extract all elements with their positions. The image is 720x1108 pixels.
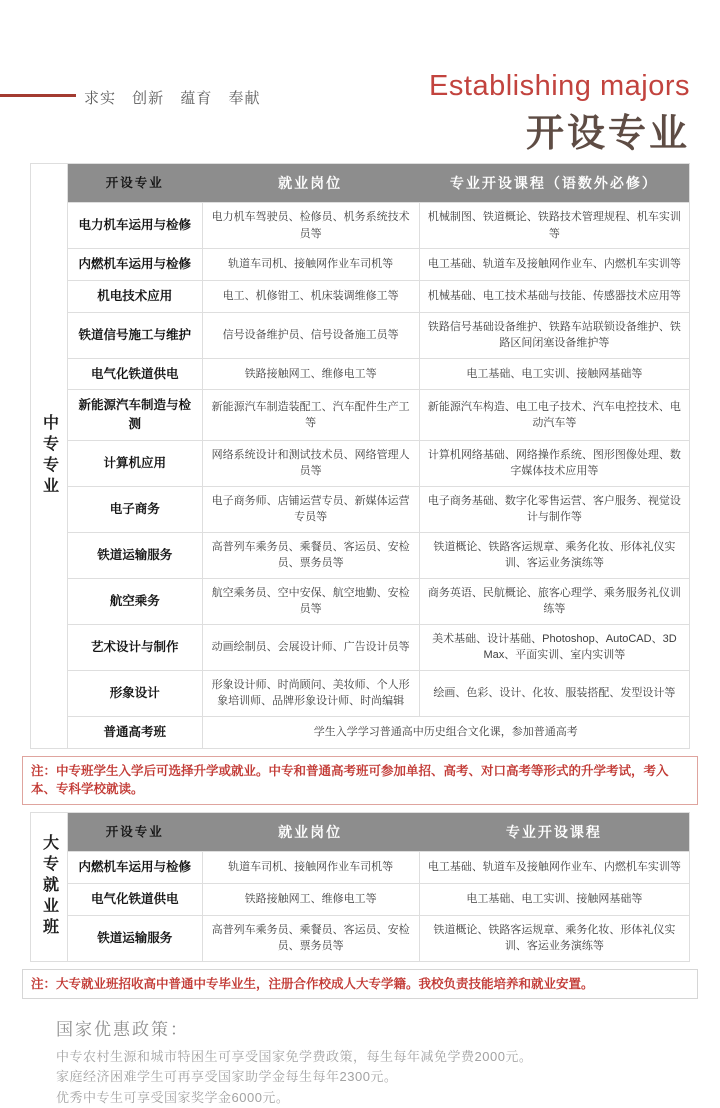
courses-cell: 电工基础、轨道车及接触网作业车、内燃机车实训等 [419,249,689,280]
jobs-cell: 信号设备维护员、信号设备施工员等 [202,313,419,358]
table-row [68,883,689,915]
side-label-zhongzhuan: 中专专业 [30,163,67,749]
table-row [68,280,689,312]
courses-cell: 电子商务基础、数字化零售运营、客户服务、视觉设计与制作等 [419,487,689,532]
major-cell: 电力机车运用与检修 [78,218,191,233]
jobs-cell: 电子商务师、店铺运营专员、新媒体运营专员等 [202,487,419,532]
policy-line: 优秀中专生可享受国家奖学金6000元。 [56,1089,290,1105]
jobs-cell: 铁路接触网工、维修电工等 [202,884,419,915]
courses-cell: 铁路信号基础设备维护、铁路车站联锁设备维护、铁路区间闭塞设备维护等 [419,313,689,358]
table-row [68,358,689,390]
page-title: 开设专业 [525,113,690,155]
school-motto: 求实 创新 蕴育 奉献 [84,90,261,107]
major-cell: 形象设计 [109,685,160,700]
major-cell: 电子商务 [109,501,160,516]
col-header-jobs: 就业岗位 [278,175,343,191]
table-row [68,389,689,440]
jobs-cell: 高普列车乘务员、乘餐员、客运员、安检员、票务员等 [202,533,419,578]
table-row [68,670,689,716]
major-cell: 新能源汽车制造与检测 [78,398,191,431]
major-cell: 铁道运输服务 [97,930,173,945]
courses-cell: 美术基础、设计基础、Photoshop、AutoCAD、3D Max、平面实训、室内实训等 [419,625,689,670]
note-secondary-vocational: 注：中专班学生入学后可选择升学或就业。中专和普通高考班可参加单招、高考、对口高考等形式的升学考试，考入本、专科学校就读。 [22,756,698,806]
table-row [68,440,689,486]
major-cell: 艺术设计与制作 [90,639,179,654]
policy-line: 家庭经济困难学生可再享受国家助学金每生每年2300元。 [56,1069,398,1085]
major-cell: 机电技术应用 [97,288,173,303]
courses-cell: 电工基础、电工实训、接触网基础等 [419,884,689,915]
content-area [0,163,720,1108]
college-employment-table [30,812,690,962]
table-row [68,486,689,532]
courses-cell: 计算机网络基础、网络操作系统、图形图像处理、数字媒体技术应用等 [419,441,689,486]
jobs-cell: 轨道车司机、接触网作业车司机等 [202,852,419,883]
major-cell: 铁道运输服务 [97,547,173,562]
jobs-cell: 形象设计师、时尚顾问、美妆师、个人形象培训师、品牌形象设计师、时尚编辑 [202,671,419,716]
table-row [68,578,689,624]
major-cell: 普通高考班 [103,724,166,739]
courses-cell: 电工基础、轨道车及接触网作业车、内燃机车实训等 [419,852,689,883]
col-header-jobs: 就业岗位 [278,824,343,840]
courses-cell: 新能源汽车构造、电工电子技术、汽车电控技术、电动汽车等 [419,390,689,440]
courses-cell: 铁道概论、铁路客运规章、乘务化妆、形体礼仪实训、客运业务演练等 [419,533,689,578]
table-2-body [68,851,689,961]
page-title-english: Establishing majors [429,70,690,102]
jobs-cell: 网络系统设计和测试技术员、网络管理人员等 [202,441,419,486]
major-cell: 航空乘务 [109,593,160,608]
majors-table-2 [67,812,690,962]
national-policy-section [56,1015,698,1107]
major-cell: 电气化铁道供电 [90,891,179,906]
major-cell: 计算机应用 [103,455,166,470]
side-label-dazhuan: 大专就业班 [30,812,67,962]
table-row [68,248,689,280]
table-row [68,312,689,358]
jobs-cell: 电力机车驾驶员、检修员、机务系统技术员等 [202,203,419,248]
courses-cell: 机械基础、电工技术基础与技能、传感器技术应用等 [419,281,689,312]
col-header-major: 开设专业 [105,176,164,190]
page-header [0,0,720,163]
table-row [68,851,689,883]
jobs-cell: 轨道车司机、接触网作业车司机等 [202,249,419,280]
table-1-header-row [68,164,689,202]
policy-title: 国家优惠政策： [56,1020,189,1040]
courses-cell: 电工基础、电工实训、接触网基础等 [419,359,689,390]
span-cell: 学生入学学习普通高中历史组合文化课，参加普通高考 [202,717,689,748]
table-row [68,915,689,961]
table-1-body [68,202,689,748]
courses-cell: 铁道概论、铁路客运规章、乘务化妆、形体礼仪实训、客运业务演练等 [419,916,689,961]
note-college-class: 注：大专就业班招收高中普通中专毕业生，注册合作校成人大专学籍。我校负责技能培养和就业安置。 [22,969,698,1000]
major-cell: 内燃机车运用与检修 [78,257,191,271]
courses-cell: 绘画、色彩、设计、化妆、服装搭配、发型设计等 [419,671,689,716]
major-cell: 电气化铁道供电 [90,366,179,381]
major-cell: 内燃机车运用与检修 [78,860,191,874]
table-row [68,532,689,578]
accent-line [0,94,76,97]
jobs-cell: 航空乘务员、空中安保、航空地勤、安检员等 [202,579,419,624]
majors-table-1 [67,163,690,749]
jobs-cell: 电工、机修钳工、机床装调维修工等 [202,281,419,312]
table-2-header-row [68,813,689,851]
col-header-courses: 专业开设课程（语数外必修） [449,175,658,191]
table-row-span [68,716,689,748]
jobs-cell: 动画绘制员、会展设计师、广告设计员等 [202,625,419,670]
courses-cell: 机械制图、铁道概论、铁路技术管理规程、机车实训等 [419,203,689,248]
table-row [68,202,689,248]
major-cell: 铁道信号施工与维护 [78,327,191,342]
courses-cell: 商务英语、民航概论、旅客心理学、乘务服务礼仪训练等 [419,579,689,624]
col-header-major: 开设专业 [105,825,164,839]
jobs-cell: 新能源汽车制造装配工、汽车配件生产工等 [202,390,419,440]
jobs-cell: 高普列车乘务员、乘餐员、客运员、安检员、票务员等 [202,916,419,961]
jobs-cell: 铁路接触网工、维修电工等 [202,359,419,390]
secondary-vocational-table [30,163,690,749]
policy-line: 中专农村生源和城市特困生可享受国家免学费政策，每生每年减免学费2000元。 [56,1049,533,1065]
table-row [68,624,689,670]
col-header-courses: 专业开设课程 [505,824,602,840]
